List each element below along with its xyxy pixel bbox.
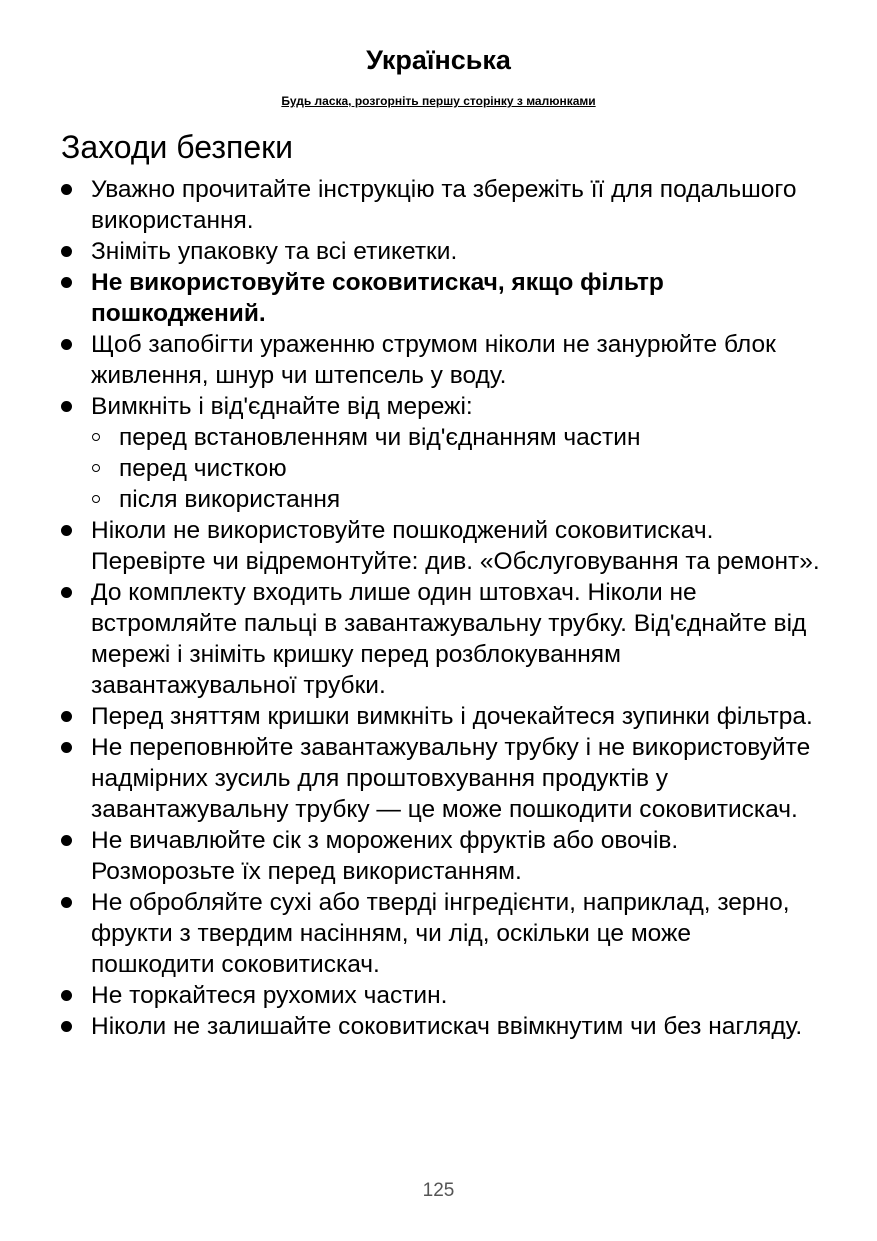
bullet-dot-icon [61,1021,72,1032]
sub-bullet-item [91,453,821,484]
bullet-text: Не обробляйте сухі або тверді інгредієнти, наприклад, зерно, фрукти з твердим насінням, чи лід, оскільки це може пошкодити соковитискач. [91,889,790,978]
bullet-item [61,701,821,732]
language-title: Українська [366,45,511,75]
bullet-dot-icon [61,246,72,257]
bullet-dot-icon [61,897,72,908]
hollow-circle-icon [92,495,100,503]
bullet-dot-icon [61,587,72,598]
section-heading: Заходи безпеки [61,129,294,165]
bullet-item [61,577,821,701]
bullet-text: Не торкайтеся рухомих частин. [91,982,448,1009]
bullet-dot-icon [61,339,72,350]
unfold-instruction: Будь ласка, розгорніть першу сторінку з малюнками [281,94,596,108]
page-number: 125 [422,1180,455,1201]
sub-bullet-item [91,484,821,515]
bullet-text: Не використовуйте соковитискач, якщо фільтр пошкоджений. [91,269,664,327]
bullet-dot-icon [61,525,72,536]
bullet-dot-icon [61,990,72,1001]
bullet-item [61,267,821,329]
bullet-dot-icon [61,835,72,846]
bullet-text: Щоб запобігти ураженню струмом ніколи не занурюйте блок живлення, шнур чи штепсель у воду. [91,331,776,389]
bullet-text: Уважно прочитайте інструкцію та збережіть її для подальшого використання. [91,176,797,234]
safety-bullet-list [61,174,821,1042]
bullet-item [61,887,821,980]
bullet-item [61,980,821,1011]
hollow-circle-icon [92,433,100,441]
bullet-text: Ніколи не використовуйте пошкоджений соковитискач. Перевірте чи відремонтуйте: див. «Обслуговування та ремонт». [91,517,820,575]
bullet-text: Ніколи не залишайте соковитискач ввімкнутим чи без нагляду. [91,1013,803,1040]
bullet-item [61,329,821,391]
bullet-text: Вимкніть і від'єднайте від мережі: [91,393,473,420]
bullet-dot-icon [61,184,72,195]
bullet-text: Зніміть упаковку та всі етикетки. [91,238,458,265]
bullet-item [61,515,821,577]
bullet-text: Перед зняттям кришки вимкніть і дочекайтеся зупинки фільтра. [91,703,813,730]
bullet-item [61,825,821,887]
hollow-circle-icon [92,464,100,472]
bullet-text: До комплекту входить лише один штовхач. Ніколи не встромляйте пальці в завантажувальну трубку. Від'єднайте від мережі і зніміть кришку перед розблокуванням завантажувальної трубки. [91,579,807,699]
bullet-text: Не вичавлюйте сік з морожених фруктів або овочів. Розморозьте їх перед використанням. [91,827,679,885]
sub-bullet-text: після використання [119,486,341,513]
bullet-dot-icon [61,277,72,288]
bullet-item [61,236,821,267]
sub-bullet-text: перед чисткою [119,455,287,482]
sub-bullet-list [91,422,821,515]
sub-bullet-item [91,422,821,453]
bullet-item [61,732,821,825]
bullet-dot-icon [61,742,72,753]
bullet-dot-icon [61,401,72,412]
bullet-item [61,391,821,515]
bullet-dot-icon [61,711,72,722]
bullet-item [61,174,821,236]
sub-bullet-text: перед встановленням чи від'єднанням частин [119,424,641,451]
bullet-item [61,1011,821,1042]
bullet-text: Не переповнюйте завантажувальну трубку і не використовуйте надмірних зусиль для проштовхування продуктів у завантажувальну трубку — це може пошкодити соковитискач. [91,734,811,823]
